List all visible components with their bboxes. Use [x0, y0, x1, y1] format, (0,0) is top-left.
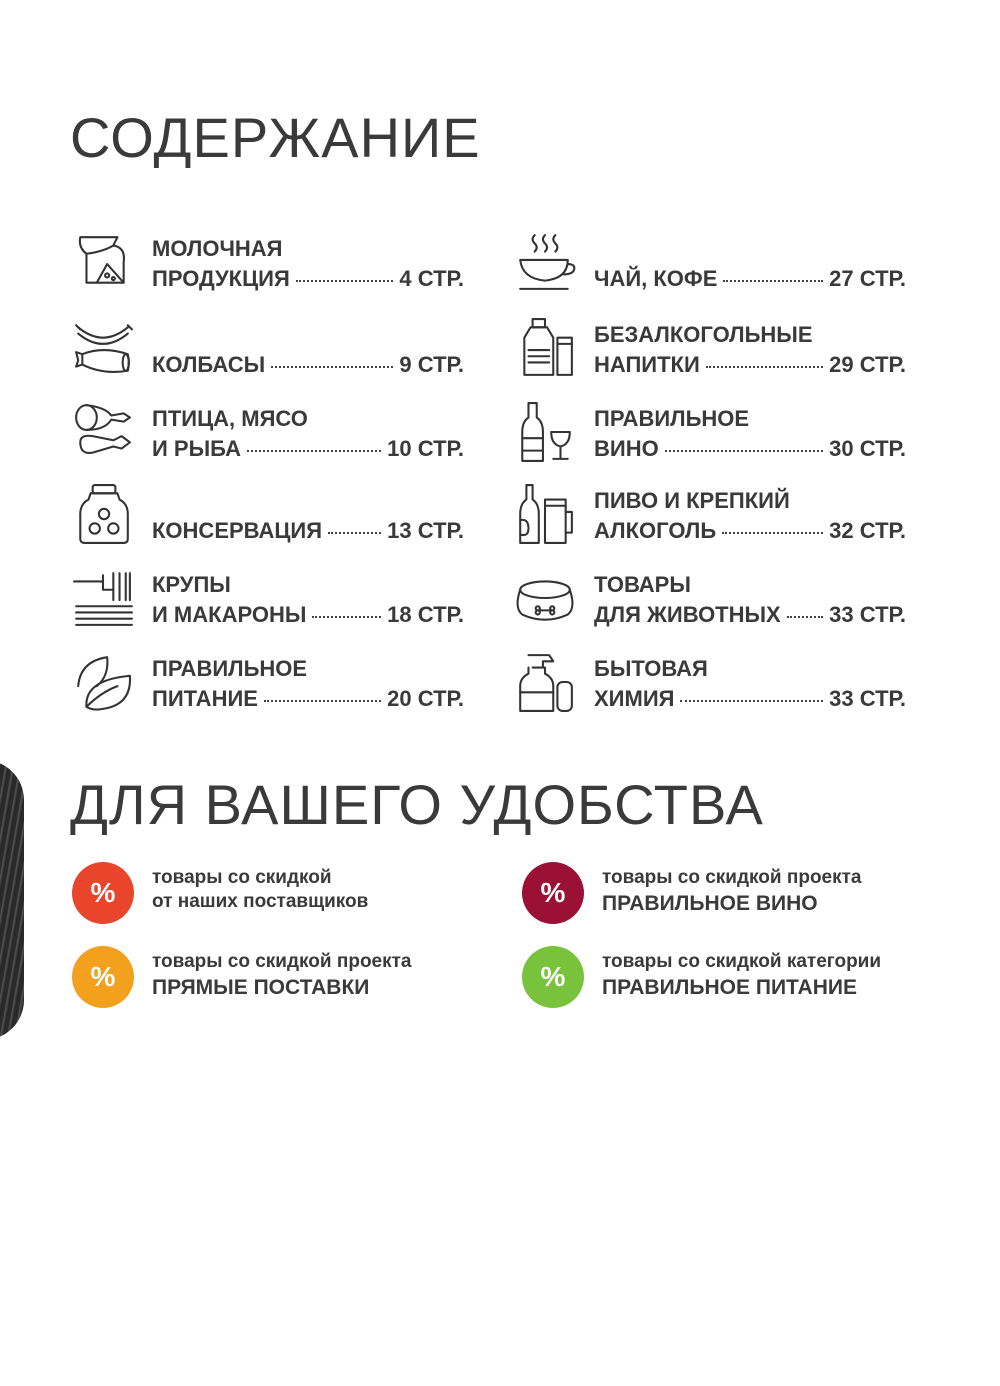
toc-label-line1: БЕЗАЛКОГОЛЬНЫЕ	[594, 322, 813, 347]
toc-label-line2: ДЛЯ ЖИВОТНЫХ	[594, 602, 781, 627]
contents-title: СОДЕРЖАНИЕ	[70, 106, 481, 169]
pet-bowl-icon	[514, 567, 576, 629]
toc-label-line1: БЫТОВАЯ	[594, 656, 708, 681]
convenience-title: ДЛЯ ВАШЕГО УДОБСТВА	[70, 773, 764, 836]
tea-cup-icon	[514, 231, 576, 293]
toc-page-number: 33 СТР.	[829, 602, 906, 627]
legend-line2: ПРАВИЛЬНОЕ ПИТАНИЕ	[602, 976, 857, 999]
toc-item-beer-spirits[interactable]	[514, 474, 906, 554]
soft-drinks-icon	[514, 317, 576, 379]
toc-leader	[722, 532, 823, 534]
toc-item-meat[interactable]	[72, 392, 464, 472]
toc-label-line1: ПРАВИЛЬНОЕ	[594, 406, 750, 431]
toc-label-line2: ХИМИЯ	[594, 686, 675, 711]
toc-item-household-chemicals[interactable]	[514, 642, 906, 722]
toc-label-line1: ПТИЦА, МЯСО	[152, 406, 308, 431]
legend-right-wine	[522, 862, 942, 926]
toc-label-line2: И МАКАРОНЫ	[152, 602, 307, 627]
legend-line1: товары со скидкой проекта	[602, 867, 862, 888]
legend-supplier-discount	[72, 862, 492, 926]
toc-leader	[665, 450, 823, 452]
toc-leader	[296, 280, 394, 282]
sausage-icon	[72, 317, 134, 379]
toc-item-soft-drinks[interactable]	[514, 308, 906, 388]
toc-leader	[328, 532, 381, 534]
toc-label-line1: ПИВО И КРЕПКИЙ	[594, 488, 790, 513]
toc-leader	[680, 700, 823, 702]
percent-badge-icon: %	[522, 862, 584, 924]
toc-leader	[271, 366, 393, 368]
toc-page-number: 32 СТР.	[829, 518, 906, 543]
jar-icon	[72, 483, 134, 545]
toc-leader	[787, 616, 823, 618]
toc-label-line1: КРУПЫ	[152, 572, 231, 597]
toc-leader	[312, 616, 381, 618]
toc-page-number: 33 СТР.	[829, 686, 906, 711]
toc-item-tea-coffee[interactable]	[514, 222, 906, 302]
toc-leader	[706, 366, 823, 368]
toc-leader	[264, 700, 381, 702]
toc-page-number: 13 СТР.	[387, 518, 464, 543]
beer-icon	[514, 483, 576, 545]
toc-item-dairy[interactable]	[72, 222, 464, 302]
toc-item-wine[interactable]	[514, 392, 906, 472]
legend-right-nutrition	[522, 946, 942, 1010]
toc-label-line2: КОЛБАСЫ	[152, 352, 266, 377]
percent-badge-icon: %	[72, 946, 134, 1008]
percent-badge-icon: %	[522, 946, 584, 1008]
toc-page-number: 20 СТР.	[387, 686, 464, 711]
wine-icon	[514, 401, 576, 463]
toc-label-line2: ЧАЙ, КОФЕ	[594, 266, 718, 291]
toc-page-number: 29 СТР.	[829, 352, 906, 377]
pasta-fork-icon	[72, 567, 134, 629]
toc-leader	[247, 450, 381, 452]
meat-leg-icon	[72, 401, 134, 463]
toc-page-number: 30 СТР.	[829, 436, 906, 461]
toc-label-line2: ПИТАНИЕ	[152, 686, 258, 711]
legend-line2: ПРЯМЫЕ ПОСТАВКИ	[152, 976, 370, 999]
toc-label-line2: КОНСЕРВАЦИЯ	[152, 518, 323, 543]
toc-label-line2: ПРОДУКЦИЯ	[152, 266, 290, 291]
milk-jug-icon	[72, 231, 134, 293]
legend-direct-supply	[72, 946, 492, 1010]
toc-label-line2: НАПИТКИ	[594, 352, 700, 377]
toc-label-line2: И РЫБА	[152, 436, 241, 461]
toc-page-number: 4 СТР.	[399, 266, 464, 291]
legend-line2: от наших поставщиков	[152, 891, 369, 912]
toc-item-grains[interactable]	[72, 558, 464, 638]
toc-leader	[723, 280, 823, 282]
toc-item-canned[interactable]	[72, 474, 464, 554]
leaf-icon	[72, 651, 134, 713]
toc-label-line1: МОЛОЧНАЯ	[152, 236, 283, 261]
percent-badge-icon: %	[72, 862, 134, 924]
toc-page-number: 18 СТР.	[387, 602, 464, 627]
toc-label-line2: ВИНО	[594, 436, 659, 461]
legend-line1: товары со скидкой категории	[602, 951, 882, 972]
legend-line1: товары со скидкой проекта	[152, 951, 412, 972]
toc-item-pet-goods[interactable]	[514, 558, 906, 638]
legend-line1: товары со скидкой	[152, 867, 332, 888]
toc-page-number: 27 СТР.	[829, 266, 906, 291]
fur-decoration	[0, 760, 24, 1040]
toc-item-sausages[interactable]	[72, 308, 464, 388]
toc-label-line2: АЛКОГОЛЬ	[594, 518, 717, 543]
toc-page-number: 10 СТР.	[387, 436, 464, 461]
toc-item-healthy-food[interactable]	[72, 642, 464, 722]
toc-label-line1: ТОВАРЫ	[594, 572, 691, 597]
spray-bottle-icon	[514, 651, 576, 713]
legend-line2: ПРАВИЛЬНОЕ ВИНО	[602, 892, 818, 915]
toc-label-line1: ПРАВИЛЬНОЕ	[152, 656, 308, 681]
toc-page-number: 9 СТР.	[399, 352, 464, 377]
